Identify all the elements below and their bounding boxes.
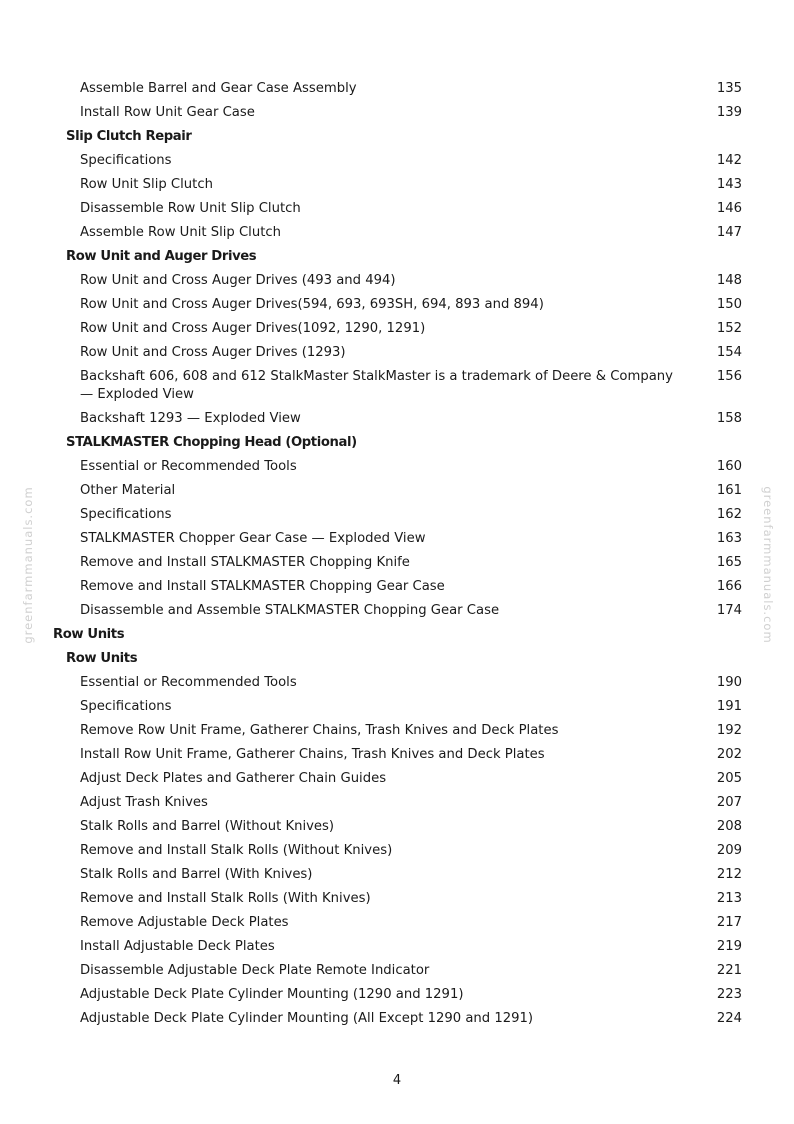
toc-entry-title: Essential or Recommended Tools [80, 675, 297, 690]
toc-entry-page: 147 [716, 225, 742, 240]
toc-entry[interactable] [0, 599, 794, 623]
toc-entry-page: 174 [716, 603, 742, 618]
toc-entry-page: 146 [716, 201, 742, 216]
toc-entry-page: 139 [716, 105, 742, 120]
toc-entry[interactable] [0, 959, 794, 983]
toc-entry[interactable] [0, 527, 794, 551]
toc-entry-page: 207 [716, 795, 742, 810]
toc-entry[interactable] [0, 455, 794, 479]
toc-entry[interactable] [0, 149, 794, 173]
toc-entry-title: Install Row Unit Gear Case [80, 105, 255, 120]
toc-entry[interactable] [0, 911, 794, 935]
toc-entry-page: 143 [716, 177, 742, 192]
toc-entry-page: 156 [716, 369, 742, 384]
toc-entry-title: Row Unit Slip Clutch [80, 177, 213, 192]
toc-entry-page: 160 [716, 459, 742, 474]
toc-entry[interactable] [0, 743, 794, 767]
toc-entry-title: Disassemble Row Unit Slip Clutch [80, 201, 301, 216]
toc-entry[interactable] [0, 695, 794, 719]
toc-section-heading[interactable] [0, 647, 794, 671]
toc-entry[interactable] [0, 983, 794, 1007]
toc-entry[interactable] [0, 887, 794, 911]
toc-entry-title: Essential or Recommended Tools [80, 459, 297, 474]
toc-entry-page: 162 [716, 507, 742, 522]
toc-entry[interactable] [0, 101, 794, 125]
toc-entry[interactable] [0, 77, 794, 101]
toc-entry-title: STALKMASTER Chopping Head (Optional) [66, 435, 357, 450]
toc-entry-page: 192 [716, 723, 742, 738]
toc-entry-page: 219 [716, 939, 742, 954]
toc-entry-title: Row Unit and Cross Auger Drives(1092, 1290, 1291) [80, 321, 426, 336]
toc-entry[interactable] [0, 767, 794, 791]
toc-entry-title: Stalk Rolls and Barrel (Without Knives) [80, 819, 335, 834]
toc-section-heading[interactable] [0, 431, 794, 455]
toc-entry-title: Stalk Rolls and Barrel (With Knives) [80, 867, 313, 882]
toc-entry[interactable] [0, 815, 794, 839]
toc-section-heading[interactable] [0, 245, 794, 269]
toc-entry[interactable] [0, 551, 794, 575]
toc-entry-title: Remove and Install Stalk Rolls (With Knives) [80, 891, 371, 906]
toc-entry[interactable] [0, 407, 794, 431]
toc-entry-title: Install Adjustable Deck Plates [80, 939, 275, 954]
page-number: 4 [392, 1073, 402, 1088]
toc-entry-title: Row Unit and Cross Auger Drives(594, 693, 693SH, 694, 893 and 894) [80, 297, 544, 312]
toc-entry-title: Backshaft 1293 — Exploded View [80, 411, 301, 426]
toc-entry[interactable] [0, 221, 794, 245]
toc-entry-title: STALKMASTER Chopper Gear Case — Exploded View [80, 531, 426, 546]
toc-entry-page: 161 [716, 483, 742, 498]
toc-entry-page: 202 [716, 747, 742, 762]
toc-entry-title: Install Row Unit Frame, Gatherer Chains, Trash Knives and Deck Plates [80, 747, 545, 762]
toc-entry-title: Adjust Deck Plates and Gatherer Chain Guides [80, 771, 387, 786]
toc-entry-page: 135 [716, 81, 742, 96]
toc-entry-title: Adjust Trash Knives [80, 795, 208, 810]
toc-entry-title: Adjustable Deck Plate Cylinder Mounting (All Except 1290 and 1291) [80, 1011, 534, 1026]
toc-entry-page: 142 [716, 153, 742, 168]
toc-entry[interactable] [0, 839, 794, 863]
toc-entry-title: Remove and Install STALKMASTER Chopping Gear Case [80, 579, 445, 594]
toc-entry-title: Remove Adjustable Deck Plates [80, 915, 289, 930]
toc-chapter-heading[interactable] [0, 623, 794, 647]
toc-section-heading[interactable] [0, 125, 794, 149]
toc-entry-title: Backshaft 606, 608 and 612 StalkMaster StalkMaster is a trademark of Deere & Company — Exploded View [80, 369, 673, 402]
toc-entry[interactable] [0, 935, 794, 959]
toc-entry-title: Remove Row Unit Frame, Gatherer Chains, Trash Knives and Deck Plates [80, 723, 559, 738]
toc-entry[interactable] [0, 341, 794, 365]
toc-entry-title: Other Material [80, 483, 176, 498]
toc-entry[interactable] [0, 1007, 794, 1031]
toc-entry-page: 221 [716, 963, 742, 978]
toc-entry-page: 150 [716, 297, 742, 312]
toc-entry[interactable] [0, 575, 794, 599]
toc-entry-page: 205 [716, 771, 742, 786]
toc-entry-title: Specifications [80, 153, 172, 168]
toc-entry-title: Row Units [53, 627, 125, 642]
toc-entry[interactable] [0, 671, 794, 695]
toc-entry[interactable] [0, 479, 794, 503]
toc-entry-title: Assemble Barrel and Gear Case Assembly [80, 81, 357, 96]
toc-entry-page: 224 [716, 1011, 742, 1026]
toc-entry-title: Specifications [80, 507, 172, 522]
toc-entry-page: 209 [716, 843, 742, 858]
toc-entry-page: 152 [716, 321, 742, 336]
watermark-left: greenfarmmanuals.com [21, 486, 35, 644]
toc-entry-title: Row Unit and Cross Auger Drives (1293) [80, 345, 346, 360]
toc-entry-title: Row Unit and Auger Drives [66, 249, 257, 264]
toc-entry-page: 154 [716, 345, 742, 360]
toc-entry-page: 212 [716, 867, 742, 882]
toc-entry-page: 223 [716, 987, 742, 1002]
toc-entry[interactable] [0, 173, 794, 197]
toc-entry-title: Row Units [66, 651, 138, 666]
toc-entry-page: 158 [716, 411, 742, 426]
toc-entry[interactable] [0, 719, 794, 743]
toc-entry-title: Adjustable Deck Plate Cylinder Mounting (1290 and 1291) [80, 987, 464, 1002]
toc-entry[interactable] [0, 365, 794, 407]
toc-entry[interactable] [0, 503, 794, 527]
toc-entry[interactable] [0, 863, 794, 887]
table-of-contents [0, 77, 794, 1031]
toc-entry-title: Remove and Install Stalk Rolls (Without Knives) [80, 843, 393, 858]
toc-entry-page: 163 [716, 531, 742, 546]
toc-entry-title: Row Unit and Cross Auger Drives (493 and 494) [80, 273, 396, 288]
toc-entry-page: 191 [716, 699, 742, 714]
toc-entry-title: Slip Clutch Repair [66, 129, 192, 144]
toc-entry-title: Assemble Row Unit Slip Clutch [80, 225, 281, 240]
toc-entry-page: 166 [716, 579, 742, 594]
toc-entry-page: 213 [716, 891, 742, 906]
toc-entry-page: 217 [716, 915, 742, 930]
toc-entry-page: 165 [716, 555, 742, 570]
toc-entry-page: 148 [716, 273, 742, 288]
toc-entry[interactable] [0, 317, 794, 341]
toc-entry-title: Disassemble Adjustable Deck Plate Remote Indicator [80, 963, 430, 978]
toc-entry[interactable] [0, 197, 794, 221]
watermark-right: greenfarmmanuals.com [761, 486, 775, 644]
toc-entry-page: 190 [716, 675, 742, 690]
toc-entry[interactable] [0, 293, 794, 317]
toc-entry-title: Remove and Install STALKMASTER Chopping Knife [80, 555, 410, 570]
toc-entry[interactable] [0, 269, 794, 293]
toc-entry[interactable] [0, 791, 794, 815]
toc-entry-title: Specifications [80, 699, 172, 714]
toc-entry-title: Disassemble and Assemble STALKMASTER Chopping Gear Case [80, 603, 500, 618]
toc-entry-page: 208 [716, 819, 742, 834]
